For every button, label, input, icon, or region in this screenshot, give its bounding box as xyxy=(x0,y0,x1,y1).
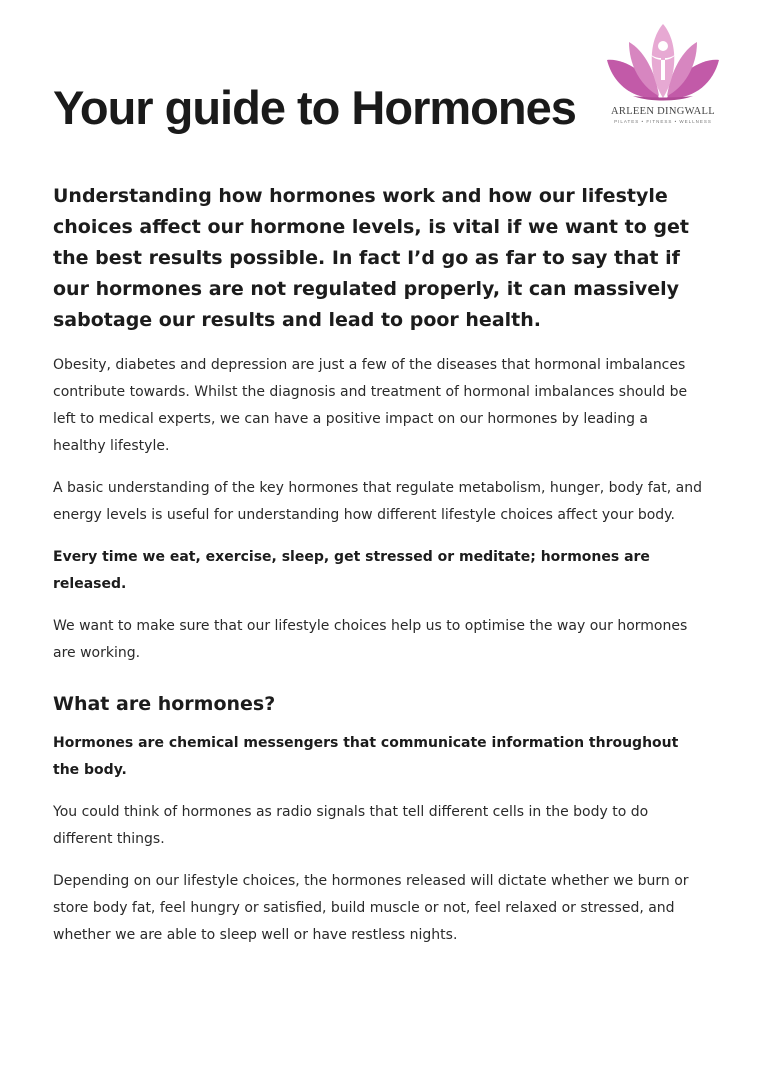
intro-paragraph: Understanding how hormones work and how our lifestyle choices affect our hormone levels, is vital if we want to get the best results possible. In fact I’d go as far to say that if our hormones are not regulated properly, it can massively sabotage our results and lead to poor health. xyxy=(53,185,689,331)
paragraph-obesity: Obesity, diabetes and depression are just a few of the diseases that hormonal imbalances contribute towards. Whilst the diagnosis and treatment of hormonal imbalances should be left to medical experts, we can have a positive impact on our hormones by leading a healthy lifestyle. xyxy=(53,357,688,454)
paragraph-basic-understanding: A basic understanding of the key hormones that regulate metabolism, hunger, body fat, and energy levels is useful for understanding how different lifestyle choices affect your body. xyxy=(53,480,702,523)
section-heading-what-are-hormones: What are hormones? xyxy=(53,693,276,715)
lotus-icon xyxy=(603,22,723,104)
paragraph-optimise: We want to make sure that our lifestyle choices help us to optimise the way our hormones are working. xyxy=(53,618,688,661)
page-title: Your guide to Hormones xyxy=(53,81,576,134)
article-body xyxy=(53,181,703,964)
brand-logo xyxy=(603,22,723,132)
paragraph-lifestyle-choices: Depending on our lifestyle choices, the hormones released will dictate whether we burn or store body fat, feel hungry or satisfied, build muscle or not, feel relaxed or stressed, and whether we are able to sleep well or have restless nights. xyxy=(53,873,689,943)
paragraph-hormones-released: Every time we eat, exercise, sleep, get stressed or meditate; hormones are released. xyxy=(53,549,650,592)
logo-tagline: PILATES • FITNESS • WELLNESS xyxy=(614,119,712,124)
logo-name: ARLEEN DINGWALL xyxy=(611,106,715,117)
paragraph-chemical-messengers: Hormones are chemical messengers that communicate information throughout the body. xyxy=(53,735,679,778)
paragraph-radio-signals: You could think of hormones as radio signals that tell different cells in the body to do different things. xyxy=(53,804,649,847)
